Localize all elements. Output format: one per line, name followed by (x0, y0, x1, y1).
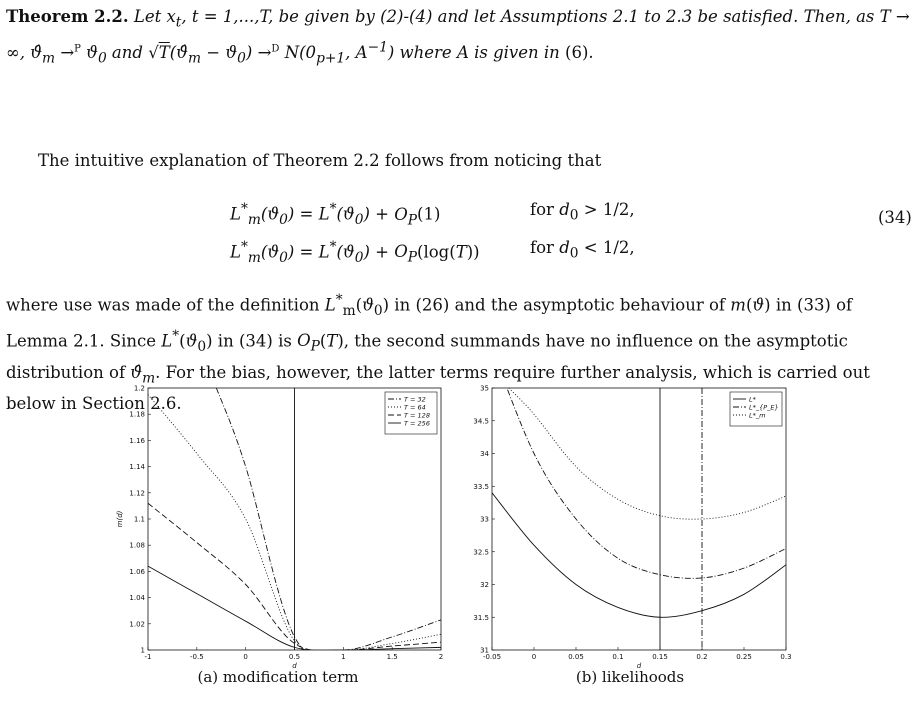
y-tick-label: 1.08 (129, 541, 145, 550)
x-tick-label: 0.2 (696, 653, 708, 661)
equation-line-2: $L^*_m(ϑ_0) = L^*(ϑ_0) + O_P(\log(T))$ (230, 238, 480, 266)
x-tick-label: 1.5 (386, 653, 398, 661)
x-tick-label: -1 (144, 653, 152, 661)
x-tick-label: 1 (341, 653, 346, 661)
x-tick-label: 0.25 (736, 653, 752, 661)
legend-entry: T = 64 (404, 403, 426, 412)
y-tick-label: 1 (140, 646, 145, 655)
x-tick-label: 2 (438, 653, 444, 661)
x-tick-label: -0.05 (482, 653, 502, 661)
equation-34 (230, 196, 690, 272)
x-tick-label: 0.1 (612, 653, 624, 661)
y-tick-label: 1.18 (129, 410, 145, 419)
y-tick-label: 1.12 (129, 489, 145, 498)
x-tick-label: -0.5 (189, 653, 204, 661)
paragraph-explanation: where use was made of the definition $L^*_m(ϑ_0)$ in (26) and the asymptotic behaviour of m(ϑ) in (33) of Lemma 2.1. Since $L^*(ϑ_0)$ in (34) is $O_P(T)$, the second summands have no influence on the asymptotic distribution of $ϑ̂_m$. For the bias, however, the latter terms require further analysis, which is carried out below in Section 2.6. (6, 292, 870, 413)
legend-entry: L* (749, 395, 756, 404)
equation-line-1: $L^*_m(ϑ_0) = L^*(ϑ_0) + O_P(1)$ (230, 201, 441, 228)
y-tick-label: 1.04 (129, 594, 145, 603)
legend-entry: T = 256 (404, 419, 430, 428)
caption-b: (b) likelihoods (575, 668, 685, 686)
x-tick-label: 0.15 (652, 653, 668, 661)
x-tick-label: 0.3 (780, 653, 792, 661)
series-line (492, 493, 786, 618)
figure-b (464, 378, 804, 670)
y-tick-label: 31 (480, 646, 489, 655)
equation-number: (34) (878, 208, 912, 227)
x-tick-label: 0.05 (568, 653, 584, 661)
y-tick-label: 33.5 (473, 482, 489, 491)
y-tick-label: 32 (480, 581, 489, 589)
theorem-label: Theorem 2.2. (6, 7, 129, 26)
x-axis-label: d (292, 662, 297, 670)
paragraph-intro: The intuitive explanation of Theorem 2.2 follows from noticing that (38, 151, 602, 170)
x-axis-label: d (636, 662, 642, 670)
x-tick-label: 0.5 (288, 653, 301, 661)
legend-entry: L*_m (749, 411, 766, 420)
y-tick-label: 1.1 (133, 515, 145, 524)
y-tick-label: 31.5 (473, 613, 489, 622)
y-tick-label: 1.14 (129, 463, 145, 472)
theorem-block (6, 4, 914, 71)
y-tick-label: 1.02 (129, 620, 145, 629)
chart-modification-term (116, 378, 458, 670)
y-tick-label: 33 (480, 515, 489, 524)
y-tick-label: 1.06 (129, 567, 145, 576)
y-tick-label: 1.2 (133, 384, 145, 393)
y-tick-label: 34 (480, 450, 489, 458)
figure-a (116, 378, 458, 670)
x-tick-label: 0 (531, 653, 537, 661)
legend-entry: L*_{P_E} (749, 403, 779, 412)
y-tick-label: 1.16 (129, 436, 145, 445)
legend-entry: T = 128 (404, 411, 430, 420)
equation-condition-2: for $d_0 < 1/2$, (530, 237, 635, 262)
equation-condition-1: for $d_0 > 1/2$, (530, 200, 635, 224)
x-tick-label: 0 (243, 653, 248, 661)
caption-a: (a) modification term (197, 668, 359, 686)
y-tick-label: 34.5 (473, 417, 489, 426)
theorem-statement: Let $x_t$, t = 1,...,T, be given by (2)-(4) and let Assumptions 2.1 to 2.3 be satisfied. Then, as T → ∞, $ϑ̂_m \to^P$ $ϑ_0$ and $√T(ϑ̂_m - ϑ_0) \to^D$ $N(0_{p+1}$, $A^{-1}$) where A is given in (6). (6, 7, 910, 67)
y-axis-label: m(d) (116, 510, 124, 528)
legend-entry: T = 32 (404, 395, 426, 404)
y-tick-label: 32.5 (473, 548, 489, 557)
chart-likelihoods (464, 378, 804, 670)
series-line (492, 349, 786, 579)
plot-frame (492, 388, 786, 650)
y-tick-label: 35 (480, 384, 489, 393)
